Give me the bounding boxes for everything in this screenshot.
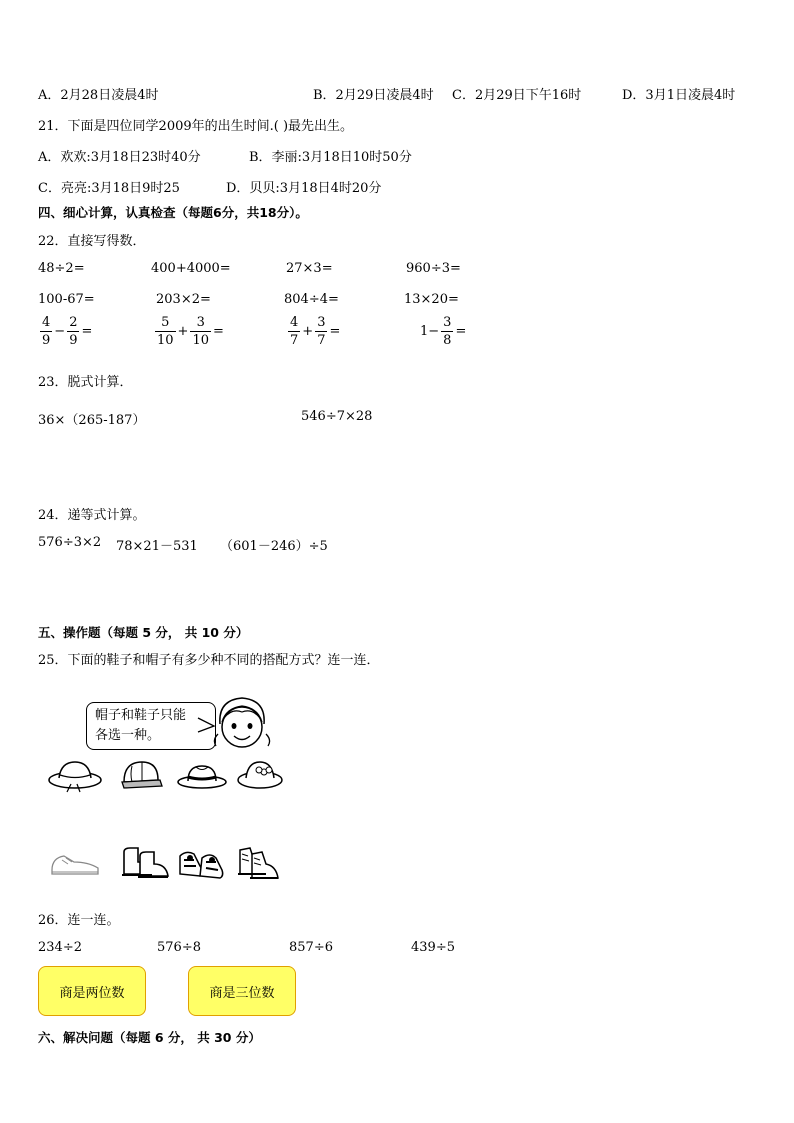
fraction: $\frac{3}{7}$ bbox=[317, 315, 326, 348]
q26-stem: 26．连一连。 bbox=[38, 913, 120, 928]
q26-expr-3: 857÷6 bbox=[289, 940, 333, 955]
q25-stem: 25．下面的鞋子和帽子有多少种不同的搭配方式？连一连． bbox=[38, 653, 380, 668]
q24-expr-2: 78×21－531 bbox=[116, 539, 198, 554]
speech-line-2: 各选一种。 bbox=[95, 728, 161, 743]
answer-box-three-digit-label: 商是三位数 bbox=[209, 985, 275, 1001]
whole-minus: 1− bbox=[420, 324, 440, 339]
q20-option-b: B．2月29日凌晨4时 bbox=[313, 88, 434, 103]
q24-stem: 24．递等式计算。 bbox=[38, 508, 146, 523]
q22-r1-c3: 27×3= bbox=[286, 261, 333, 276]
equals: = bbox=[329, 324, 341, 339]
q24-expr-3: （601－246）÷5 bbox=[220, 539, 328, 554]
sneaker-icon bbox=[48, 850, 102, 878]
q22-r2-c3: 804÷4= bbox=[284, 292, 339, 307]
operator: + bbox=[302, 324, 314, 339]
fraction: $\frac{3}{10}$ bbox=[192, 315, 209, 348]
flower-hat-icon bbox=[236, 758, 284, 792]
q22-r1-c1: 48÷2= bbox=[38, 261, 85, 276]
q22-fraction-expr-4 bbox=[420, 316, 466, 347]
q21-option-c: C．亮亮:3月18日9时25 bbox=[38, 181, 180, 196]
equals: = bbox=[81, 324, 93, 339]
q26-expr-2: 576÷8 bbox=[157, 940, 201, 955]
q20-option-d: D．3月1日凌晨4时 bbox=[622, 88, 736, 103]
q23-expr-1: 36×（265-187） bbox=[38, 413, 146, 428]
section-4-title: 四、细心计算，认真检查（每题6分，共18分）。 bbox=[38, 205, 308, 220]
q22-stem: 22．直接写得数． bbox=[38, 234, 146, 249]
fedora-hat-icon bbox=[176, 762, 228, 792]
q21-option-d: D．贝贝:3月18日4时20分 bbox=[226, 181, 382, 196]
q21-option-b: B．李丽:3月18日10时50分 bbox=[249, 150, 412, 165]
section-5-title: 五、操作题（每题 5 分， 共 10 分） bbox=[38, 625, 249, 640]
fraction: $\frac{5}{10}$ bbox=[157, 315, 174, 348]
q22-r1-c2: 400+4000= bbox=[151, 261, 231, 276]
boots-icon bbox=[116, 844, 170, 880]
fraction: $\frac{4}{9}$ bbox=[42, 315, 51, 348]
high-top-shoes-icon bbox=[236, 844, 280, 880]
hat-icon bbox=[47, 758, 103, 794]
q22-fraction-expr-1 bbox=[40, 316, 92, 347]
girl-icon bbox=[212, 694, 272, 754]
q21-option-a: A．欢欢:3月18日23时40分 bbox=[38, 150, 201, 165]
answer-box-three-digit bbox=[188, 966, 296, 1016]
speech-line-1: 帽子和鞋子只能 bbox=[95, 708, 187, 723]
q21-stem: 21．下面是四位同学2009年的出生时间.( )最先出生。 bbox=[38, 119, 354, 134]
q26-expr-1: 234÷2 bbox=[38, 940, 82, 955]
fraction: $\frac{3}{8}$ bbox=[443, 315, 452, 348]
q24-expr-1: 576÷3×2 bbox=[38, 535, 102, 550]
answer-box-two-digit bbox=[38, 966, 146, 1016]
cap-icon bbox=[118, 758, 164, 792]
equals: = bbox=[455, 324, 467, 339]
q20-option-a: A．2月28日凌晨4时 bbox=[38, 88, 159, 103]
q22-r2-c2: 203×2= bbox=[156, 292, 211, 307]
q22-r2-c4: 13×20= bbox=[404, 292, 459, 307]
section-6-title: 六、解决问题（每题 6 分， 共 30 分） bbox=[38, 1030, 261, 1045]
q23-stem: 23．脱式计算． bbox=[38, 375, 133, 390]
equals: = bbox=[213, 324, 224, 339]
q22-fraction-expr-3 bbox=[288, 316, 340, 347]
q26-expr-4: 439÷5 bbox=[411, 940, 455, 955]
fraction: $\frac{4}{7}$ bbox=[290, 315, 299, 348]
q20-option-c: C．2月29日下午16时 bbox=[452, 88, 582, 103]
q22-r2-c1: 100-67= bbox=[38, 292, 95, 307]
sandals-icon bbox=[176, 846, 226, 880]
operator: − bbox=[54, 324, 66, 339]
operator: + bbox=[177, 324, 189, 339]
q22-fraction-expr-2 bbox=[155, 316, 224, 347]
fraction: $\frac{2}{9}$ bbox=[69, 315, 78, 348]
answer-box-two-digit-label: 商是两位数 bbox=[59, 985, 125, 1001]
q23-expr-2: 546÷7×28 bbox=[301, 409, 373, 424]
q22-r1-c4: 960÷3= bbox=[406, 261, 461, 276]
